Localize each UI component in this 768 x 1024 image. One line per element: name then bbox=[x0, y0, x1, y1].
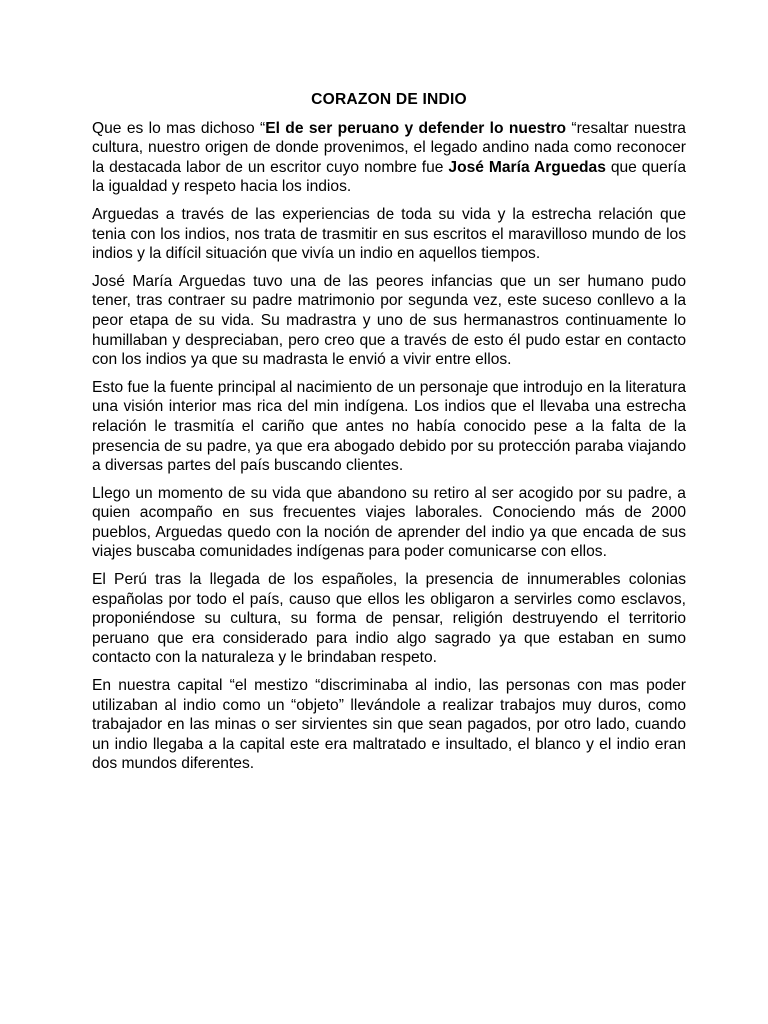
paragraph-6: El Perú tras la llegada de los españoles, la presencia de innumerables colonias españolas por todo el país, causo que ellos les obligaron a servirles como esclavos, proponiéndose su cultura, su forma de pensar, religión destruyendo el territorio peruano que era considerado para indio algo sagrado ya que estaban en sumo contacto con la naturaleza y le brindaban respeto. bbox=[92, 571, 686, 667]
paragraph-3: José María Arguedas tuvo una de las peores infancias que un ser humano pudo tener, tras contraer su padre matrimonio por segunda vez, este suceso conllevo a la peor etapa de su vida. Su madrastra y uno de sus hermanastros continuamente lo humillaban y despreciaban, pero creo que a través de esto él pudo estar en contacto con los indios ya que su madrasta le envió a vivir entre ellos. bbox=[92, 272, 686, 369]
paragraph-1-text-a: Que es lo mas dichoso “ bbox=[92, 119, 266, 137]
paragraph-1-text-e: que quería la igualdad y respeto hacia los indios. bbox=[92, 158, 686, 196]
document-page bbox=[92, 90, 686, 782]
paragraph-4: Esto fue la fuente principal al nacimiento de un personaje que introdujo en la literatura una visión interior mas rica del min indígena. Los indios que el llevaba una estrecha relación le trasmitía el cariño que antes no había conocido pese a la falta de la presencia de su padre, ya que era abogado debido por su protección paraba viajando a diversas partes del país buscando clientes. bbox=[92, 378, 686, 475]
paragraph-1-author-name: José María Arguedas bbox=[448, 158, 606, 176]
document-title: CORAZON DE INDIO bbox=[311, 91, 467, 108]
paragraph-1-text-c: “resaltar nuestra cultura, nuestro origen de donde provenimos, el legado andino nada como reconocer la destacada labor de un escritor cuyo nombre fue bbox=[92, 119, 686, 176]
paragraph-1-bold-phrase: El de ser peruano y defender lo nuestro bbox=[265, 119, 567, 137]
paragraph-1 bbox=[92, 119, 686, 197]
paragraph-7: En nuestra capital “el mestizo “discriminaba al indio, las personas con mas poder utilizaban al indio como un “objeto” llevándole a realizar trabajos muy duros, como trabajador en las minas o ser sirvientes sin que sean pagados, por otro lado, cuando un indio llegaba a la capital este era maltratado e insultado, el blanco y el indio eran dos mundos diferentes. bbox=[92, 677, 686, 773]
paragraph-2: Arguedas a través de las experiencias de toda su vida y la estrecha relación que tenia con los indios, nos trata de trasmitir en sus escritos el maravilloso mundo de los indios y la difícil situación que vivía un indio en aquellos tiempos. bbox=[92, 205, 686, 263]
paragraph-5: Llego un momento de su vida que abandono su retiro al ser acogido por su padre, a quien acompaño en sus frecuentes viajes laborales. Conociendo más de 2000 pueblos, Arguedas quedo con la noción de aprender del indio ya que encada de sus viajes buscaba comunidades indígenas para poder comunicarse con ellos. bbox=[92, 484, 686, 561]
